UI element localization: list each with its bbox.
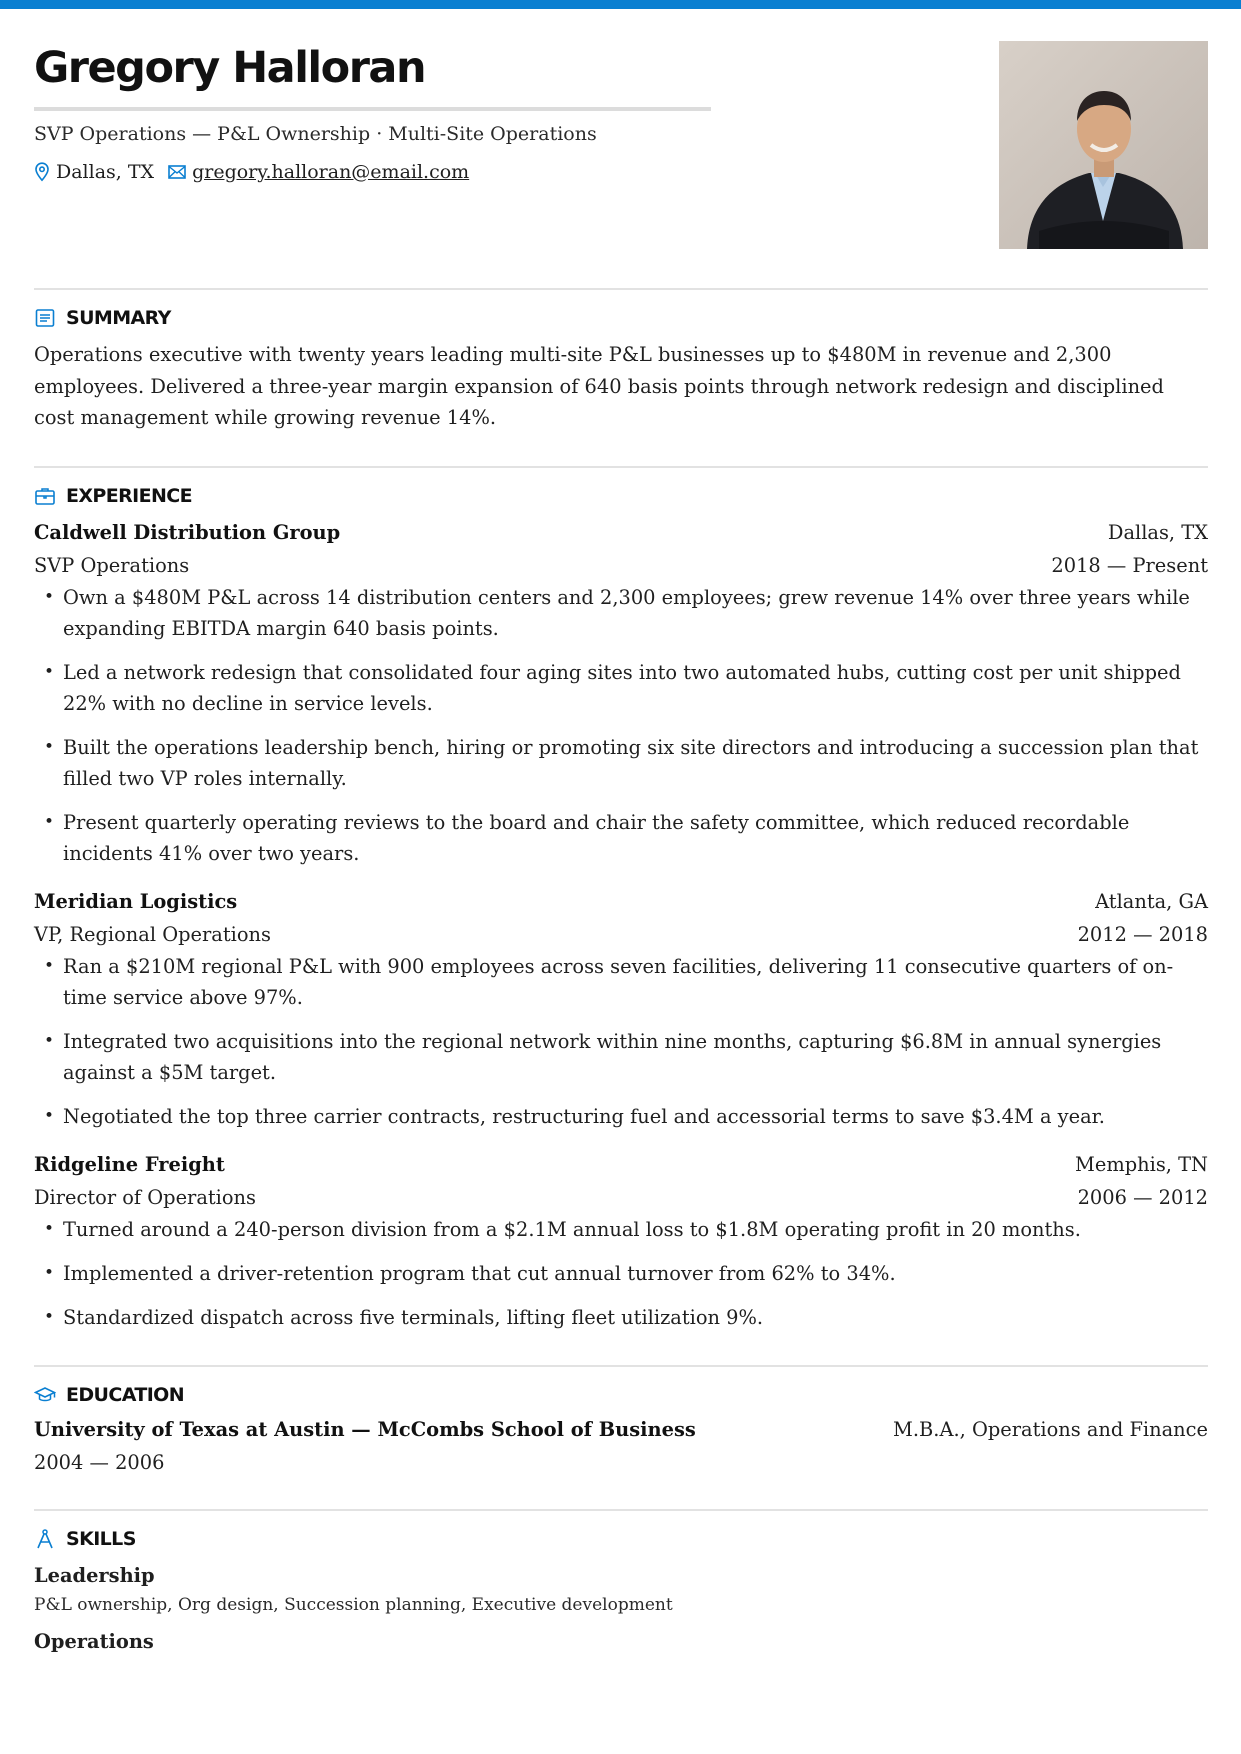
experience-heading [34,482,1208,510]
summary-heading [34,304,1208,332]
job-dates: 2012 — 2018 [1077,922,1208,946]
name-underline [34,107,711,111]
job-dates: 2018 — Present [1051,553,1208,577]
education-dates: 2004 — 2006 [34,1450,165,1474]
job-bullet: • Integrated two acquisitions into the regional network within nine months, capturing $6.8M in annual synergies against a $5M target. [34,1026,1208,1088]
envelope-icon [168,165,186,179]
company-name: Caldwell Distribution Group [34,520,341,544]
education-section [34,1365,1208,1479]
skills-heading [34,1525,1208,1553]
education-title: EDUCATION [66,1383,185,1406]
compass-icon [34,1528,56,1550]
skill-group-title: Leadership [34,1563,155,1587]
job-bullet: • Negotiated the top three carrier contracts, restructuring fuel and accessorial terms to save $3.4M a year. [34,1101,1208,1132]
job-bullet: • Led a network redesign that consolidated four aging sites into two automated hubs, cutting cost per unit shipped 22% with no decline in service levels. [34,657,1208,719]
graduation-cap-icon [34,1384,56,1406]
job-bullets [34,582,1208,869]
skill-groups [34,1561,1208,1657]
document-icon [34,307,56,329]
job-bullet: • Built the operations leadership bench, hiring or promoting six site directors and introducing a succession plan that filled two VP roles internally. [34,732,1208,794]
summary-title: SUMMARY [66,307,171,329]
job-bullet: • Own a $480M P&L across 14 distribution centers and 2,300 employees; grew revenue 14% over three years while expanding EBITDA margin 640 basis points. [34,582,1208,644]
company-name: Meridian Logistics [34,889,238,913]
job-role-row [34,918,1208,951]
job-role: SVP Operations [34,553,190,577]
briefcase-icon [34,485,56,507]
degree: M.B.A., Operations and Finance [893,1417,1208,1441]
job-location: Dallas, TX [1107,520,1208,544]
skills-title: SKILLS [66,1527,136,1550]
education-heading [34,1381,1208,1409]
profile-photo [999,41,1208,249]
company-name: Ridgeline Freight [34,1152,225,1176]
skills-section [34,1509,1208,1657]
job-role: VP, Regional Operations [34,922,271,946]
job-bullets [34,951,1208,1132]
map-pin-icon [34,162,50,182]
resume-header [34,0,1208,288]
job-bullet: • Turned around a 240-person division from a $2.1M annual loss to $1.8M operating profit in 20 months. [34,1214,1208,1245]
job-bullets [34,1214,1208,1333]
contact-line [34,158,469,186]
skill-group-items: P&L ownership, Org design, Succession planning, Executive development [34,1594,673,1615]
job-role-row [34,1181,1208,1214]
job-location: Atlanta, GA [1095,889,1208,913]
job-company-row [34,1148,1208,1181]
education-dates-row [34,1446,1208,1479]
job-bullet: • Standardized dispatch across five terminals, lifting fleet utilization 9%. [34,1302,1208,1333]
experience-title: EXPERIENCE [66,484,193,507]
school-name: University of Texas at Austin — McCombs School of Business [34,1417,696,1441]
job-role-row [34,549,1208,582]
skill-group [34,1561,1208,1619]
summary-section [34,288,1208,434]
job-dates: 2006 — 2012 [1077,1185,1208,1209]
location-text: Dallas, TX [56,161,155,183]
skill-group [34,1627,1208,1657]
job-entry [34,516,1208,869]
candidate-name: Gregory Halloran [34,43,426,93]
job-bullet: • Implemented a driver-retention program that cut annual turnover from 62% to 34%. [34,1258,1208,1289]
email-link[interactable]: gregory.halloran@email.com [192,161,470,183]
summary-text: Operations executive with twenty years leading multi-site P&L businesses up to $480M in revenue and 2,300 employees. Delivered a three-year margin expansion of 640 basis points through network redesign and disciplined cost management while growing revenue 14%. [34,343,1164,429]
job-location: Memphis, TN [1075,1152,1208,1176]
headline: SVP Operations — P&L Ownership · Multi-Site Operations [34,123,597,145]
job-role: Director of Operations [34,1185,256,1209]
skill-group-title: Operations [34,1629,154,1653]
job-entry [34,885,1208,1132]
job-bullet: • Ran a $210M regional P&L with 900 employees across seven facilities, delivering 11 consecutive quarters of on-time service above 97%. [34,951,1208,1013]
resume-page [34,0,1208,1657]
job-list [34,516,1208,1333]
job-entry [34,1148,1208,1333]
job-bullet: • Present quarterly operating reviews to the board and chair the safety committee, which reduced recordable incidents 41% over two years. [34,807,1208,869]
job-company-row [34,516,1208,549]
experience-section [34,466,1208,1333]
job-company-row [34,885,1208,918]
education-row [34,1413,1208,1446]
